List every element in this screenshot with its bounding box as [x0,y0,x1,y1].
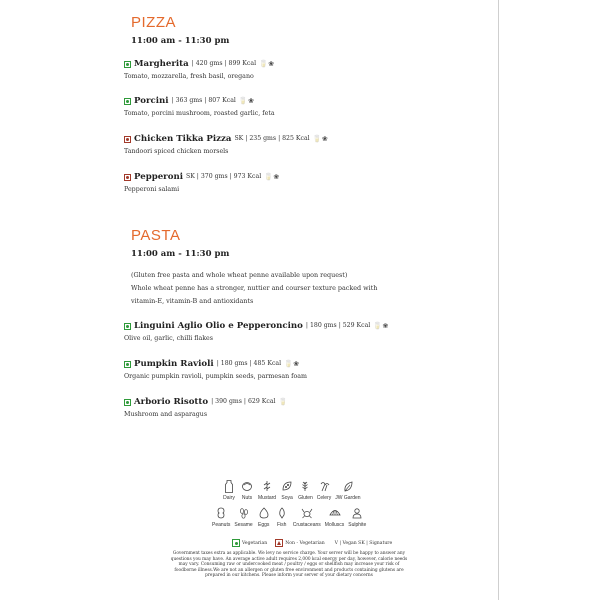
gluten-dairy-icon: 🥛❀ [238,97,255,105]
diet-legend [232,539,392,547]
allergen-label: Peanuts [212,522,231,528]
celery-icon [317,479,331,493]
soya-icon [280,479,294,493]
nuts-icon [240,479,254,493]
allergen-label: Mustard [258,495,277,501]
mustard-icon [260,479,274,493]
item-meta: | 180 gms | 485 Kcal [216,360,282,367]
allergen-label: Nuts [241,495,253,501]
allergen-eggs [257,506,271,528]
vegetarian-icon [232,539,240,547]
allergen-gluten [298,479,313,501]
peanut-icon [214,506,228,520]
menu-item [124,134,484,155]
legend-veg-label: Vegetarian [242,540,268,546]
allergen-mustard [258,479,276,501]
allergen-dairy [222,479,236,501]
gluten-dairy-icon: 🥛❀ [259,60,275,68]
veg-icon [124,98,131,105]
allergen-label: Dairy [223,495,235,501]
menu-item [124,321,484,342]
item-name: Pepperoni [134,172,183,182]
menu-item [124,172,484,193]
item-description: Mushroom and asparagus [124,411,208,418]
note-line: (Gluten free pasta and whole wheat penne available upon request) [131,271,348,279]
pasta-section-title: PASTA [131,227,181,244]
pizza-section-time: 11:00 am - 11:30 pm [131,36,230,46]
nonveg-icon [124,174,131,181]
leaf-icon [341,479,355,493]
veg-icon [124,61,131,68]
nonveg-icon [124,136,131,143]
allergen-sesame [234,506,252,528]
pizza-section-title: PIZZA [131,14,177,31]
pasta-section-time: 11:00 am - 11:30 pm [131,249,230,259]
gluten-dairy-icon: 🥛❀ [373,322,389,330]
allergen-label: Eggs [258,522,270,528]
sulphite-icon [350,506,364,520]
menu-item [124,96,484,117]
non-vegetarian-icon [275,539,283,547]
menu-item [124,397,484,418]
allergen-label: Soya [281,495,293,501]
pasta-note [131,269,391,308]
crab-icon [300,506,314,520]
item-name: Chicken Tikka Pizza [134,134,232,144]
item-name: Pumpkin Ravioli [134,359,214,369]
allergen-label: Sulphite [348,522,367,528]
note-line: vitamin-E, vitamin-B and antioxidants [131,297,254,305]
item-description: Organic pumpkin ravioli, pumpkin seeds, parmesan foam [124,373,307,380]
item-name: Linguini Aglio Olio e Pepperoncino [134,321,303,331]
allergen-peanuts [212,506,230,528]
item-meta: | 420 gms | 899 Kcal [191,60,257,67]
item-meta: SK | 370 gms | 973 Kcal [185,173,262,180]
allergen-crustaceans [293,506,321,528]
menu-item [124,59,484,80]
item-description: Tomato, mozzarella, fresh basil, oregano [124,73,254,80]
allergen-label: Sesame [234,522,253,528]
allergen-nuts [240,479,254,501]
note-line: Whole wheat penne has a stronger, nuttier and courser texture packed with [131,284,378,292]
allergen-label: Gluten [298,495,313,501]
gluten-dairy-icon: 🥛❀ [284,360,300,368]
gluten-dairy-icon: 🥛❀ [264,173,280,181]
veg-icon [124,361,131,368]
item-description: Tomato, porcini mushroom, roasted garlic, feta [124,110,275,117]
allergen-label: Crustaceans [292,522,321,528]
allergen-celery [317,479,331,501]
legend-codes: V | Vegan SK | Signature [334,540,393,546]
gluten-icon [298,479,312,493]
allergen-label: Fish [276,522,287,528]
item-meta: | 363 gms | 807 Kcal [171,97,236,104]
item-meta: SK | 235 gms | 825 Kcal [234,135,310,142]
sesame-icon [237,506,251,520]
dairy-icon [222,479,236,493]
allergen-sulphite [348,506,366,528]
item-description: Tandoori spiced chicken morsels [124,148,229,155]
item-description: Olive oil, garlic, chilli flakes [124,335,214,342]
veg-icon [124,399,131,406]
item-meta: | 390 gms | 629 Kcal [211,398,276,405]
allergen-molluscs [325,506,344,528]
legend-nonveg-label: Non - Vegetarian [285,540,325,546]
veg-icon [124,323,131,330]
allergen-label: JW Garden [335,495,361,501]
allergen-label: Celery [316,495,332,501]
dairy-icon: 🥛 [278,398,288,406]
shell-icon [328,506,342,520]
allergen-row-2 [212,506,370,528]
fish-icon [275,506,289,520]
egg-icon [257,506,271,520]
item-name: Margherita [134,59,189,69]
item-name: Porcini [134,96,169,106]
allergen-fish [275,506,289,528]
item-name: Arborio Risotto [134,397,209,407]
allergen-jw-garden [335,479,360,501]
disclaimer-text: Government taxes extra as applicable. We levy no service charge. Your server will be happy to answer any questions you may have. An average active adult requires 2,000 kcal energy per day, however, calorie needs may vary. Consuming raw or undercooked meat / poultry / eggs or shellfish may increase your risk of foodborne illness.We are not an allergen or gluten free environment and products containing glutens are prepared in our kitchens. Please inform your server of your dietary concerns [170,551,408,579]
menu-item [124,359,484,380]
item-description: Pepperoni salami [124,186,180,193]
gluten-dairy-icon: 🥛❀ [312,135,329,143]
item-meta: | 180 gms | 529 Kcal [305,322,371,329]
allergen-row-1 [222,479,365,501]
allergen-label: Molluscs [324,522,345,528]
allergen-soya [280,479,294,501]
